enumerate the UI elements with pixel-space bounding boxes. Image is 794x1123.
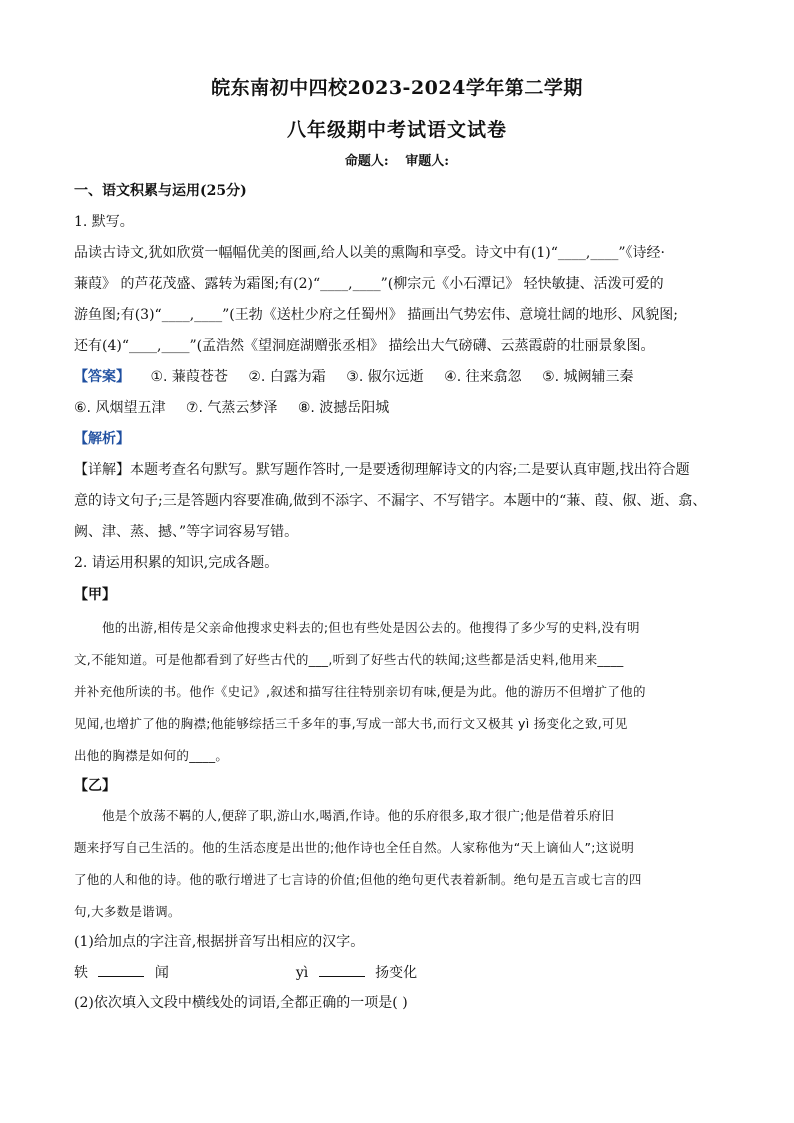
question-2-stem: 2. 请运用积累的知识,完成各题。 bbox=[74, 555, 279, 571]
fill-b-blank[interactable] bbox=[319, 962, 365, 977]
answer-item: ⑤. 城阙辅三秦 bbox=[542, 369, 634, 385]
analysis-label: 【解析】 bbox=[74, 431, 130, 447]
passage-jia-line: 并补充他所读的书。他作《史记》,叙述和描写往往特别亲切有味,便是为此。他的游历不但增扩了他的 bbox=[74, 684, 646, 699]
sub-question-1: (1)给加点的字注音,根据拼音写出相应的汉字。 bbox=[74, 934, 365, 950]
passage-yi-line: 了他的人和他的诗。他的歌行增进了七言诗的价值;但他的绝句更代表着新制。绝句是五言或七言的四 bbox=[74, 872, 642, 887]
exam-title-line2: 八年级期中考试语文试卷 bbox=[286, 119, 507, 141]
section-heading: 一、语文积累与运用(25分) bbox=[74, 183, 247, 199]
passage-jia-label: 【甲】 bbox=[74, 587, 116, 603]
answer-item: ①. 蒹葭苍苍 bbox=[150, 369, 228, 385]
detail-line: 【详解】本题考查名句默写。默写题作答时,一是要透彻理解诗文的内容;二是要认真审题,找出符合题 bbox=[74, 462, 690, 478]
question-1-text-line: 蒹葭》 的芦花茂盛、露转为霜图;有(2)“____,____”(柳宗元《小石潭记》 轻快敏捷、活泼可爱的 bbox=[74, 276, 664, 292]
sub-question-2: (2)依次填入文段中横线处的词语,全都正确的一项是( ) bbox=[74, 995, 408, 1011]
answer-item: ③. 俶尔远逝 bbox=[346, 369, 424, 385]
detail-line: 意的诗文句子;三是答题内容要准确,做到不添字、不漏字、不写错字。本题中的“蒹、葭、俶、逝、翕、 bbox=[74, 493, 707, 509]
passage-jia-line: 见闻,也增扩了他的胸襟;他能够综括三千多年的事,写成一部大书,而行文又极其 yì 扬变化之致,可见 bbox=[74, 716, 628, 731]
reviewer-label: 审题人: bbox=[405, 154, 450, 169]
question-1-stem: 1. 默写。 bbox=[74, 214, 134, 230]
fill-a-suffix: 闻 bbox=[154, 965, 169, 981]
answer-row-2 bbox=[74, 398, 734, 418]
detail-line: 阙、津、蒸、撼、”等字词容易写错。 bbox=[74, 524, 299, 540]
passage-jia-line: 出他的胸襟是如何的____。 bbox=[74, 748, 229, 763]
passage-jia-line: 文,不能知道。可是他都看到了好些古代的___,听到了好些古代的轶闻;这些都是活史料,他用来____ bbox=[74, 652, 624, 667]
fill-b-suffix: 扬变化 bbox=[375, 965, 418, 981]
answer-item: ④. 往来翕忽 bbox=[444, 369, 522, 385]
answer-item: ⑦. 气蒸云梦泽 bbox=[185, 400, 278, 416]
fill-a-prefix: 轶 bbox=[74, 965, 88, 981]
authors-line bbox=[0, 150, 794, 169]
proposer-label: 命题人: bbox=[344, 154, 389, 169]
answer-label: 【答案】 bbox=[74, 369, 130, 385]
passage-yi-line: 句,大多数是谐调。 bbox=[74, 904, 181, 919]
answer-row-1 bbox=[74, 367, 734, 387]
answer-item: ⑥. 风烟望五津 bbox=[74, 400, 166, 416]
question-1-text-line: 品读古诗文,犹如欣赏一幅幅优美的图画,给人以美的熏陶和享受。诗文中有(1)“____,____”《诗经· bbox=[74, 245, 665, 261]
question-1-text-line: 游鱼图;有(3)“____,____”(王勃《送杜少府之任蜀州》 描画出气势宏伟、意境壮阔的地形、风貌图; bbox=[74, 307, 678, 323]
fill-b-prefix: yì bbox=[295, 965, 309, 981]
passage-yi-line: 题来抒写自己生活的。他的生活态度是出世的;他作诗也全任自然。人家称他为“天上谪仙人”;这说明 bbox=[74, 840, 635, 855]
answer-item: ②. 白露为霜 bbox=[248, 369, 326, 385]
passage-yi-line: 他是个放荡不羁的人,便辞了职,游山水,喝酒,作诗。他的乐府很多,取才很广;他是借着乐府旧 bbox=[102, 808, 615, 823]
fill-blank-row bbox=[74, 962, 734, 983]
passage-jia-line: 他的出游,相传是父亲命他搜求史料去的;但也有些处是因公去的。他搜得了多少写的史料,没有明 bbox=[102, 620, 640, 635]
passage-yi-label: 【乙】 bbox=[74, 778, 116, 794]
question-1-text-line: 还有(4)“____,____”(孟浩然《望洞庭湖赠张丞相》 描绘出大气磅礴、云蒸霞蔚的壮丽景象图。 bbox=[74, 338, 655, 354]
answer-item: ⑧. 波撼岳阳城 bbox=[297, 400, 390, 416]
exam-title-line1: 皖东南初中四校2023-2024学年第二学期 bbox=[211, 77, 583, 99]
fill-a-blank[interactable] bbox=[98, 962, 144, 977]
